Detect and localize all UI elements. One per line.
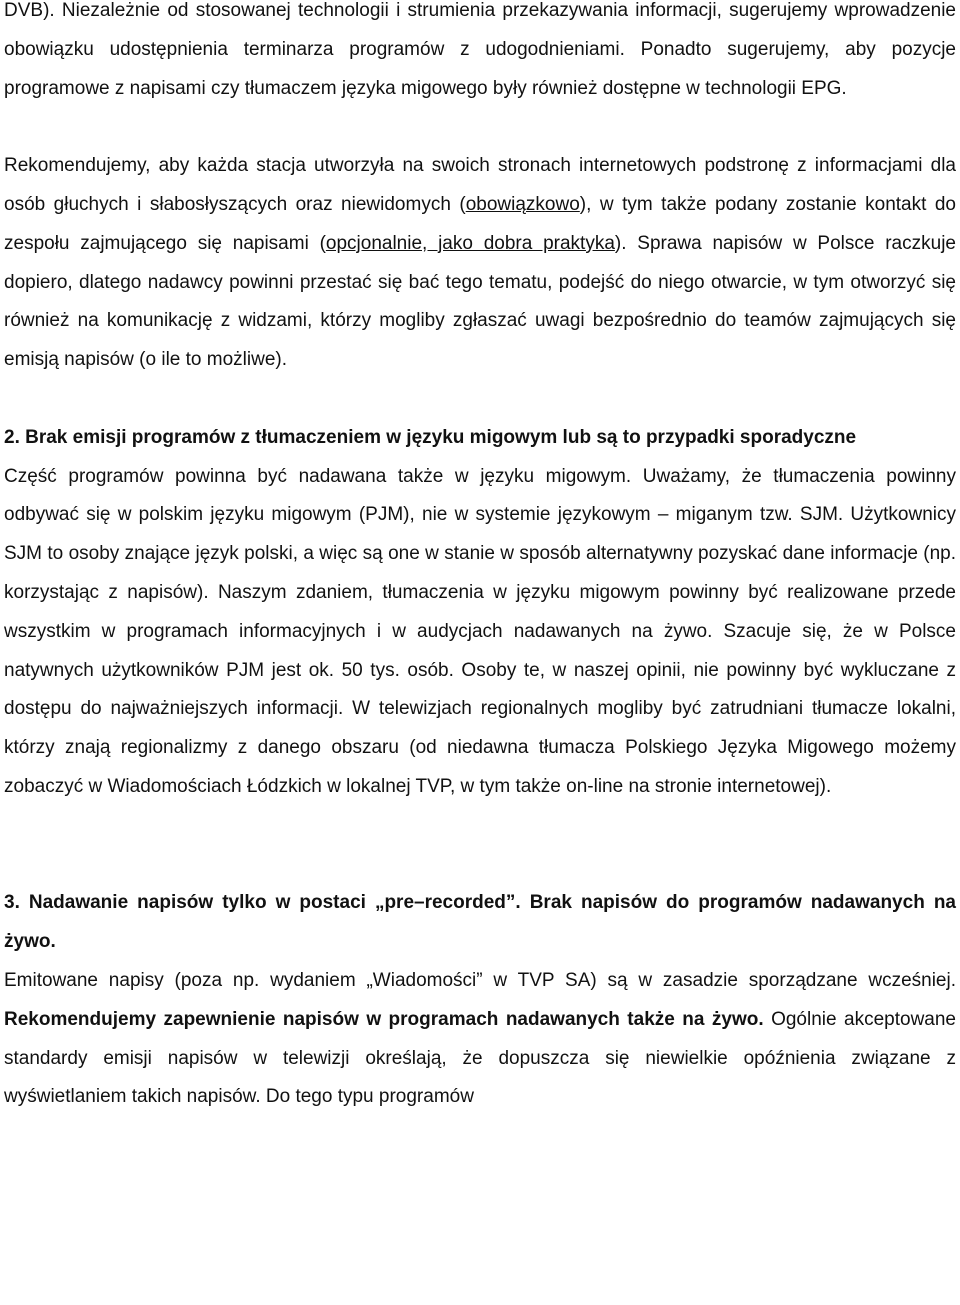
section-3-body: [4, 962, 956, 1117]
recommendation-paragraph: [4, 147, 956, 380]
section-3-text-2: Ogólnie akceptowane standardy emisji napisów w telewizji określają, że dopuszcza się niewielkie opóźnienia związane z wyświetlaniem takich napisów. Do tego typu programów: [4, 1008, 956, 1108]
recommendation-text-2: ), w tym także podany zostanie kontakt do zespołu zajmującego się napisami (: [4, 193, 956, 254]
optional-underlined: opcjonalnie, jako dobra praktyka: [325, 232, 615, 254]
section-3-text-1: Emitowane napisy (poza np. wydaniem „Wiadomości” w TVP SA) są w zasadzie sporządzane wcześniej.: [4, 969, 956, 991]
recommendation-text-3: ). Sprawa napisów w Polsce raczkuje dopiero, dlatego nadawcy powinni przestać się bać tego tematu, podejść do niego otwarcie, w tym otworzyć się również na komunikację z widzami, którzy mogliby zgłaszać uwagi bezpośrednio do teamów zajmujących się emisją napisów (o ile to możliwe).: [4, 232, 956, 371]
section-3-recommendation-bold: Rekomendujemy zapewnienie napisów w programach nadawanych także na żywo.: [4, 1008, 764, 1030]
section-2-heading: [4, 419, 956, 458]
section-2-heading-text: 2. Brak emisji programów z tłumaczeniem w języku migowym lub są to przypadki sporadyczne: [4, 426, 857, 448]
section-2-body-text: Część programów powinna być nadawana także w języku migowym. Uważamy, że tłumaczenia powinny odbywać się w polskim języku migowym (PJM), nie w systemie językowym – miganym tzw. SJM. Użytkownicy SJM to osoby znające język polski, a więc są one w stanie w sposób alternatywny pozyskać dane informacje (np. korzystając z napisów). Naszym zdaniem, tłumaczenia w języku migowym powinny być realizowane przede wszystkim w programach informacyjnych i w audycjach nadawanych na żywo. Szacuje się, że w Polsce natywnych użytkowników PJM jest ok. 50 tys. osób. Osoby te, w naszej opinii, nie powinny być wykluczane z dostępu do najważniejszych informacji. W telewizjach regionalnych mogliby być zatrudniani tłumacze lokalni, którzy znają regionalizmy z danego obszaru (od niedawna tłumacza Polskiego Języka Migowego możemy zobaczyć w Wiadomościach Łódzkich w lokalnej TVP, w tym także on-line na stronie internetowej).: [4, 465, 956, 797]
mandatory-underlined: obowiązkowo: [465, 193, 580, 215]
section-2-body: [4, 458, 956, 807]
section-3-heading: [4, 884, 956, 962]
document-page: [4, 0, 956, 1117]
intro-paragraph: [4, 0, 956, 108]
intro-text: DVB). Niezależnie od stosowanej technologii i strumienia przekazywania informacji, sugerujemy wprowadzenie obowiązku udostępnienia terminarza programów z udogodnieniami. Ponadto sugerujemy, aby pozycje programowe z napisami czy tłumaczem języka migowego były również dostępne w technologii EPG.: [4, 0, 956, 99]
recommendation-text-1: Rekomendujemy, aby każda stacja utworzyła na swoich stronach internetowych podstronę z informacjami dla osób głuchych i słabosłyszących oraz niewidomych (: [4, 155, 956, 215]
section-3-heading-text: 3. Nadawanie napisów tylko w postaci „pre–recorded”. Brak napisów do programów nadawanych na żywo.: [4, 892, 956, 953]
